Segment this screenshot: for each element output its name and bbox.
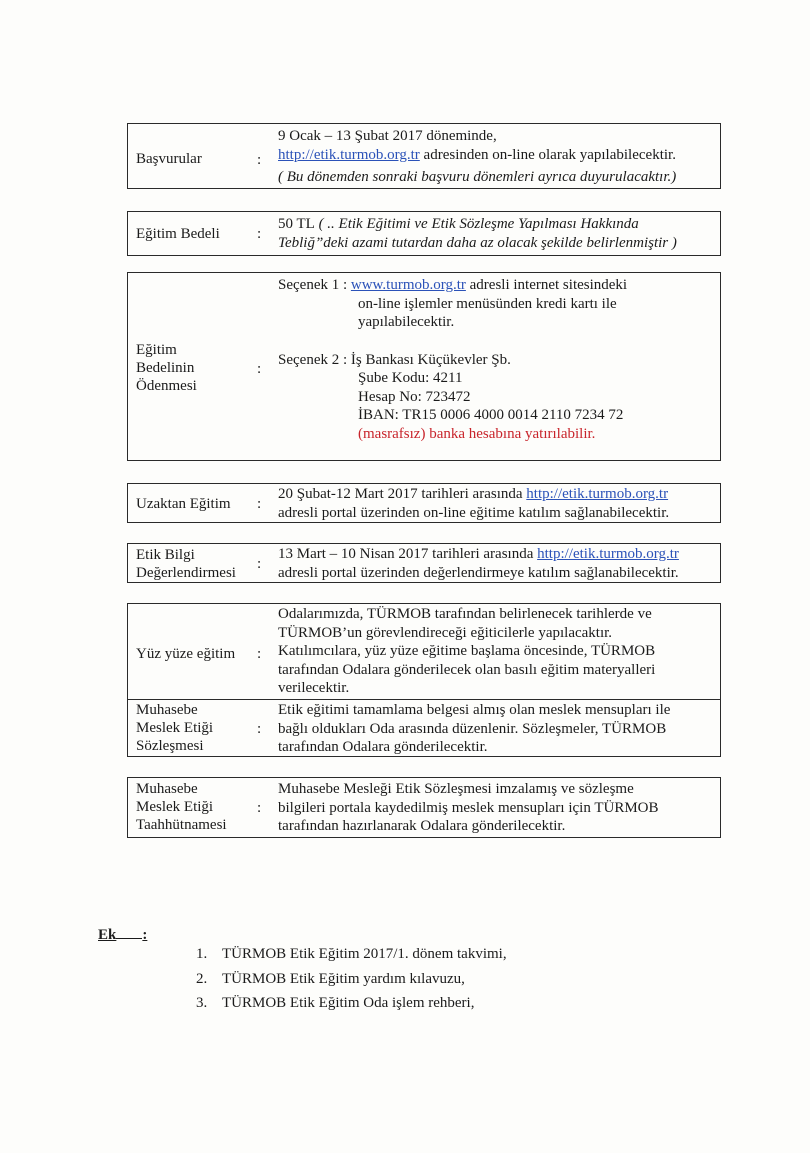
bedel-line1: 50 TL ( .. Etik Eğitimi ve Etik Sözleşme Yapılması Hakkında [278, 216, 639, 232]
list-item: 1. TÜRMOB Etik Eğitim 2017/1. dönem takvimi, [196, 946, 507, 962]
ek-label: Ek [98, 927, 117, 943]
ek-heading [98, 924, 147, 944]
yuzyuze-box [127, 603, 721, 757]
basvurular-line2: http://etik.turmob.org.tr adresinden on-line olarak yapılabilecektir. [278, 146, 676, 163]
uzaktan-link[interactable]: http://etik.turmob.org.tr [526, 486, 669, 502]
degerlendirme-box [127, 543, 721, 583]
sozlesme-label: Muhasebe Meslek Etiği Sözleşmesi [136, 702, 214, 754]
degerlendirme-label: Etik Bilgi Değerlendirmesi [136, 547, 236, 581]
bedel-amount: 50 TL [278, 216, 315, 232]
basvurular-line1: 9 Ocak – 13 Şubat 2017 döneminde, [278, 128, 497, 144]
odeme-content: Seçenek 1 : www.turmob.org.tr adresli internet sitesindeki on-line işlemler menüsünden kredi kartı ile yapılabilecektir. Seçenek 2 : İş Bankası Küçükevler Şb. Şube Kodu: 4211 Hesap No: 723472 İBAN: TR15 0006 4000 0014 2110 7234 72 (masrafsız) banka hesabına yatırılabilir. [278, 276, 714, 443]
odeme-opt1: Seçenek 1 : www.turmob.org.tr adresli internet sitesindeki [278, 277, 628, 293]
ek-colon: : [142, 927, 148, 943]
taahhut-box [127, 777, 721, 838]
yuzyuze-label: Yüz yüze eğitim [136, 646, 236, 662]
yuzyuze-content: Odalarımızda, TÜRMOB tarafından belirlenecek tarihlerde ve TÜRMOB’un görevlendireceği eğiticilerle yapılacaktır. Katılımcılara, yüz yüze eğitime başlama öncesinde, TÜRMOB tarafından Odalara gönderilecek olan basılı eğitim materyalleri verilecektir. [278, 606, 656, 696]
degerlendirme-link[interactable]: http://etik.turmob.org.tr [537, 546, 679, 562]
basvurular-note: ( Bu dönemden sonraki başvuru dönemleri ayrıca duyurulacaktır.) [278, 169, 677, 185]
bedel-box [127, 211, 721, 256]
basvurular-label: Başvurular [136, 151, 202, 167]
sozlesme-colon: : [257, 721, 262, 737]
degerlendirme-colon: : [257, 556, 262, 572]
bedel-colon: : [257, 226, 262, 242]
uzaktan-content: 20 Şubat-12 Mart 2017 tarihleri arasında http://etik.turmob.org.tr adresli portal üzerinden on-line eğitime katılım sağlanabilecektir. [278, 486, 670, 521]
odeme-box [127, 272, 721, 461]
basvurular-colon: : [257, 152, 262, 168]
attachments-list [196, 942, 507, 1016]
row-divider [128, 699, 720, 700]
odeme-opt2: Seçenek 2 : İş Bankası Küçükevler Şb. [278, 351, 511, 368]
bedel-content [278, 215, 714, 252]
list-item: 3. TÜRMOB Etik Eğitim Oda işlem rehberi, [196, 995, 475, 1011]
list-item: 2. TÜRMOB Etik Eğitim yardım kılavuzu, [196, 970, 465, 987]
odeme-colon: : [257, 361, 262, 377]
degerlendirme-content: 13 Mart – 10 Nisan 2017 tarihleri arasında http://etik.turmob.org.tr adresli portal üzerinden değerlendirmeye katılım sağlanabilecektir. [278, 546, 679, 581]
basvurular-link[interactable]: http://etik.turmob.org.tr [278, 146, 420, 163]
sozlesme-content: Etik eğitimi tamamlama belgesi almış olan meslek mensupları ile bağlı oldukları Oda arasında düzenlenir. Sözleşmeler, TÜRMOB tarafından Odalara gönderilecektir. [278, 702, 671, 755]
odeme-label: Eğitim Bedelinin Ödenmesi [136, 342, 197, 394]
yuzyuze-colon: : [257, 646, 262, 662]
taahhut-colon: : [257, 800, 262, 816]
odeme-link[interactable]: www.turmob.org.tr [350, 277, 466, 293]
uzaktan-box [127, 483, 721, 523]
basvurular-box [127, 123, 721, 189]
bedel-label: Eğitim Bedeli [136, 226, 220, 242]
uzaktan-label: Uzaktan Eğitim [136, 496, 231, 512]
odeme-note: (masrafsız) banka hesabına yatırılabilir. [358, 425, 596, 442]
taahhut-label: Muhasebe Meslek Etiği Taahhütnamesi [136, 781, 227, 833]
basvurular-content [278, 127, 714, 187]
bedel-line2: Tebliğ”deki azami tutardan daha az olacak şekilde belirlenmiştir ) [278, 234, 677, 251]
uzaktan-colon: : [257, 496, 262, 512]
taahhut-content: Muhasebe Mesleği Etik Sözleşmesi imzalamış ve sözleşme bilgileri portala kaydedilmiş meslek mensupları için TÜRMOB tarafından hazırlanarak Odalara gönderilecektir. [278, 781, 659, 834]
